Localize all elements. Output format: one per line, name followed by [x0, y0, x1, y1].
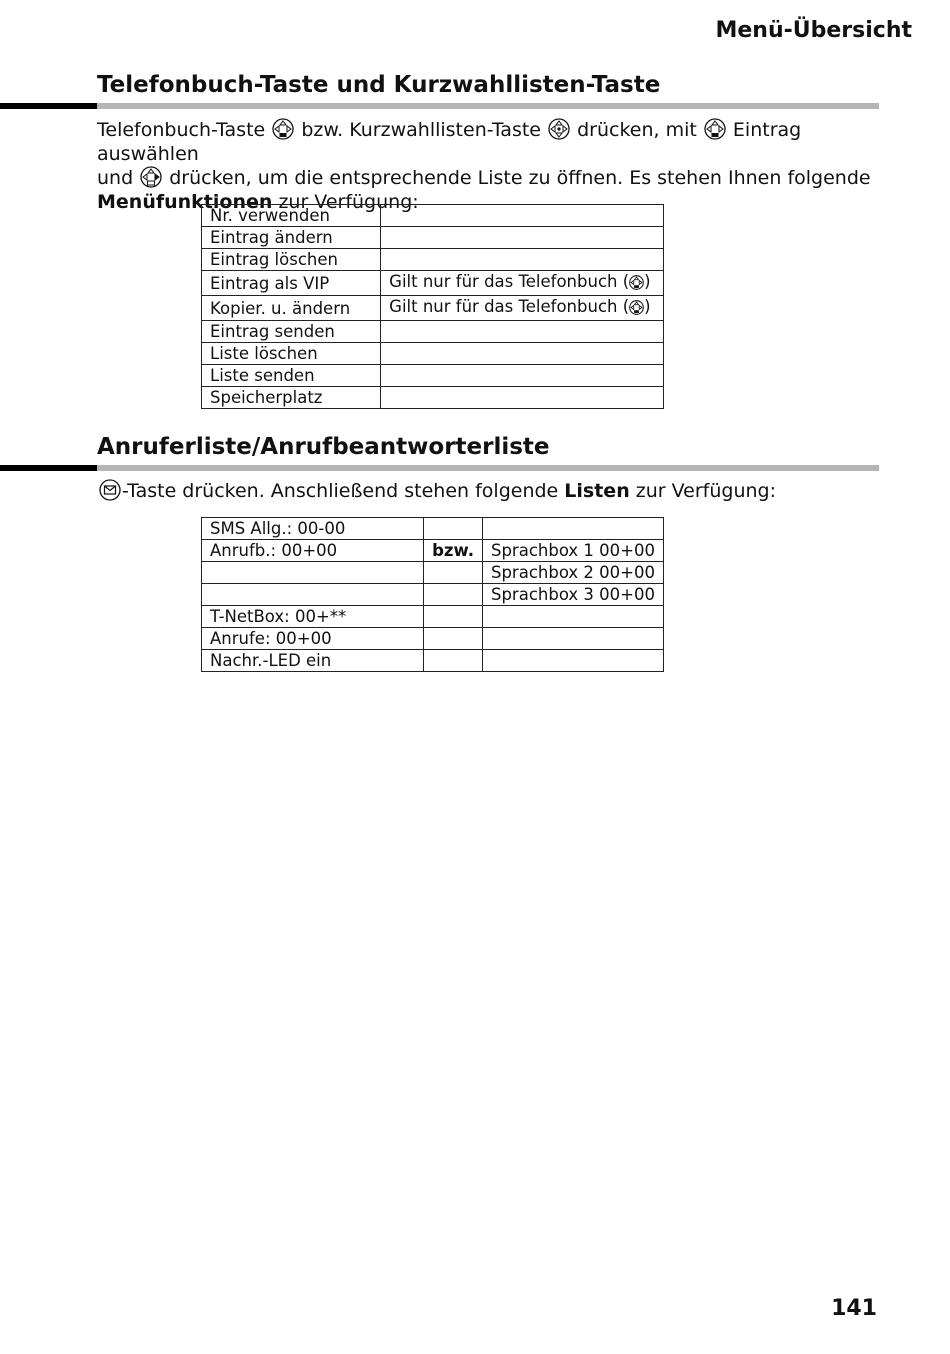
menu-function-note: [381, 249, 664, 271]
section-title-caller-list: Anruferliste/Anrufbeantworterliste: [97, 434, 550, 460]
list-sub-entry: [482, 628, 663, 650]
menu-function-note: [381, 321, 664, 343]
list-connector: [424, 606, 483, 628]
menu-function-name: Eintrag löschen: [202, 249, 381, 271]
menu-function-note: [381, 365, 664, 387]
list-connector: [424, 628, 483, 650]
list-name: T-NetBox: 00+**: [202, 606, 424, 628]
menu-function-name: Eintrag ändern: [202, 227, 381, 249]
list-sub-entry: [482, 650, 663, 672]
table-row: [202, 343, 664, 365]
menu-function-note: Gilt nur für das Telefonbuch ( ): [381, 271, 664, 296]
caller-lists-table: [201, 517, 664, 672]
menu-function-name: Eintrag senden: [202, 321, 381, 343]
navigation-right-key-icon: [140, 166, 162, 188]
list-name: [202, 562, 424, 584]
menu-function-note: Gilt nur für das Telefonbuch ( ): [381, 296, 664, 321]
list-connector: [424, 650, 483, 672]
table-row: [202, 387, 664, 409]
list-sub-entry: Sprachbox 1 00+00: [482, 540, 663, 562]
table-row: [202, 540, 664, 562]
section-rule-gray: [97, 465, 879, 471]
list-name: Anrufb.: 00+00: [202, 540, 424, 562]
list-name: Anrufe: 00+00: [202, 628, 424, 650]
table-row: [202, 296, 664, 321]
list-name: SMS Allg.: 00-00: [202, 518, 424, 540]
navigation-key-icon: [704, 118, 726, 140]
menu-function-note: [381, 227, 664, 249]
list-sub-entry: [482, 518, 663, 540]
menu-function-name: Liste senden: [202, 365, 381, 387]
menu-function-name: Nr. verwenden: [202, 205, 381, 227]
table-row: [202, 205, 664, 227]
list-sub-entry: Sprachbox 2 00+00: [482, 562, 663, 584]
page-header-title: Menü-Übersicht: [715, 18, 912, 43]
table-row: [202, 365, 664, 387]
table-row: [202, 584, 664, 606]
phonebook-key-small-icon: [629, 299, 644, 320]
table-row: [202, 227, 664, 249]
table-row: [202, 562, 664, 584]
section-rule-gray: [97, 103, 879, 109]
list-sub-entry: Sprachbox 3 00+00: [482, 584, 663, 606]
page-number: 141: [831, 1296, 877, 1321]
table-row: [202, 650, 664, 672]
table-row: [202, 321, 664, 343]
section-rule-black: [0, 103, 97, 109]
menu-function-name: Liste löschen: [202, 343, 381, 365]
speed-dial-key-icon: [548, 118, 570, 140]
list-connector: bzw.: [424, 540, 483, 562]
table-row: [202, 606, 664, 628]
message-key-icon: [99, 479, 121, 501]
table-row: [202, 518, 664, 540]
list-connector: [424, 584, 483, 606]
phonebook-key-small-icon: [629, 274, 644, 295]
list-name: Nachr.-LED ein: [202, 650, 424, 672]
table-row: [202, 628, 664, 650]
phonebook-intro-paragraph: Telefonbuch-Taste bzw. Kurzwahllisten-Taste drücken, mit Eintrag auswählen und drücken, um die entsprechende Liste zu öffnen. Es stehen Ihnen folgende Menüfunktionen zur Verfügung:: [97, 119, 871, 213]
menu-functions-table: [201, 204, 664, 409]
caller-list-intro-paragraph: -Taste drücken. Anschließend stehen folgende Listen zur Verfügung:: [98, 479, 888, 503]
list-name: [202, 584, 424, 606]
table-row: [202, 271, 664, 296]
phonebook-key-icon: [272, 118, 294, 140]
section-rule-black: [0, 465, 97, 471]
menu-function-note: [381, 387, 664, 409]
section-title-phonebook: Telefonbuch-Taste und Kurzwahllisten-Taste: [97, 72, 661, 98]
table-row: [202, 249, 664, 271]
menu-function-note: [381, 205, 664, 227]
menu-function-note: [381, 343, 664, 365]
list-connector: [424, 562, 483, 584]
menu-function-name: Speicherplatz: [202, 387, 381, 409]
menu-function-name: Kopier. u. ändern: [202, 296, 381, 321]
menu-function-name: Eintrag als VIP: [202, 271, 381, 296]
list-connector: [424, 518, 483, 540]
list-sub-entry: [482, 606, 663, 628]
